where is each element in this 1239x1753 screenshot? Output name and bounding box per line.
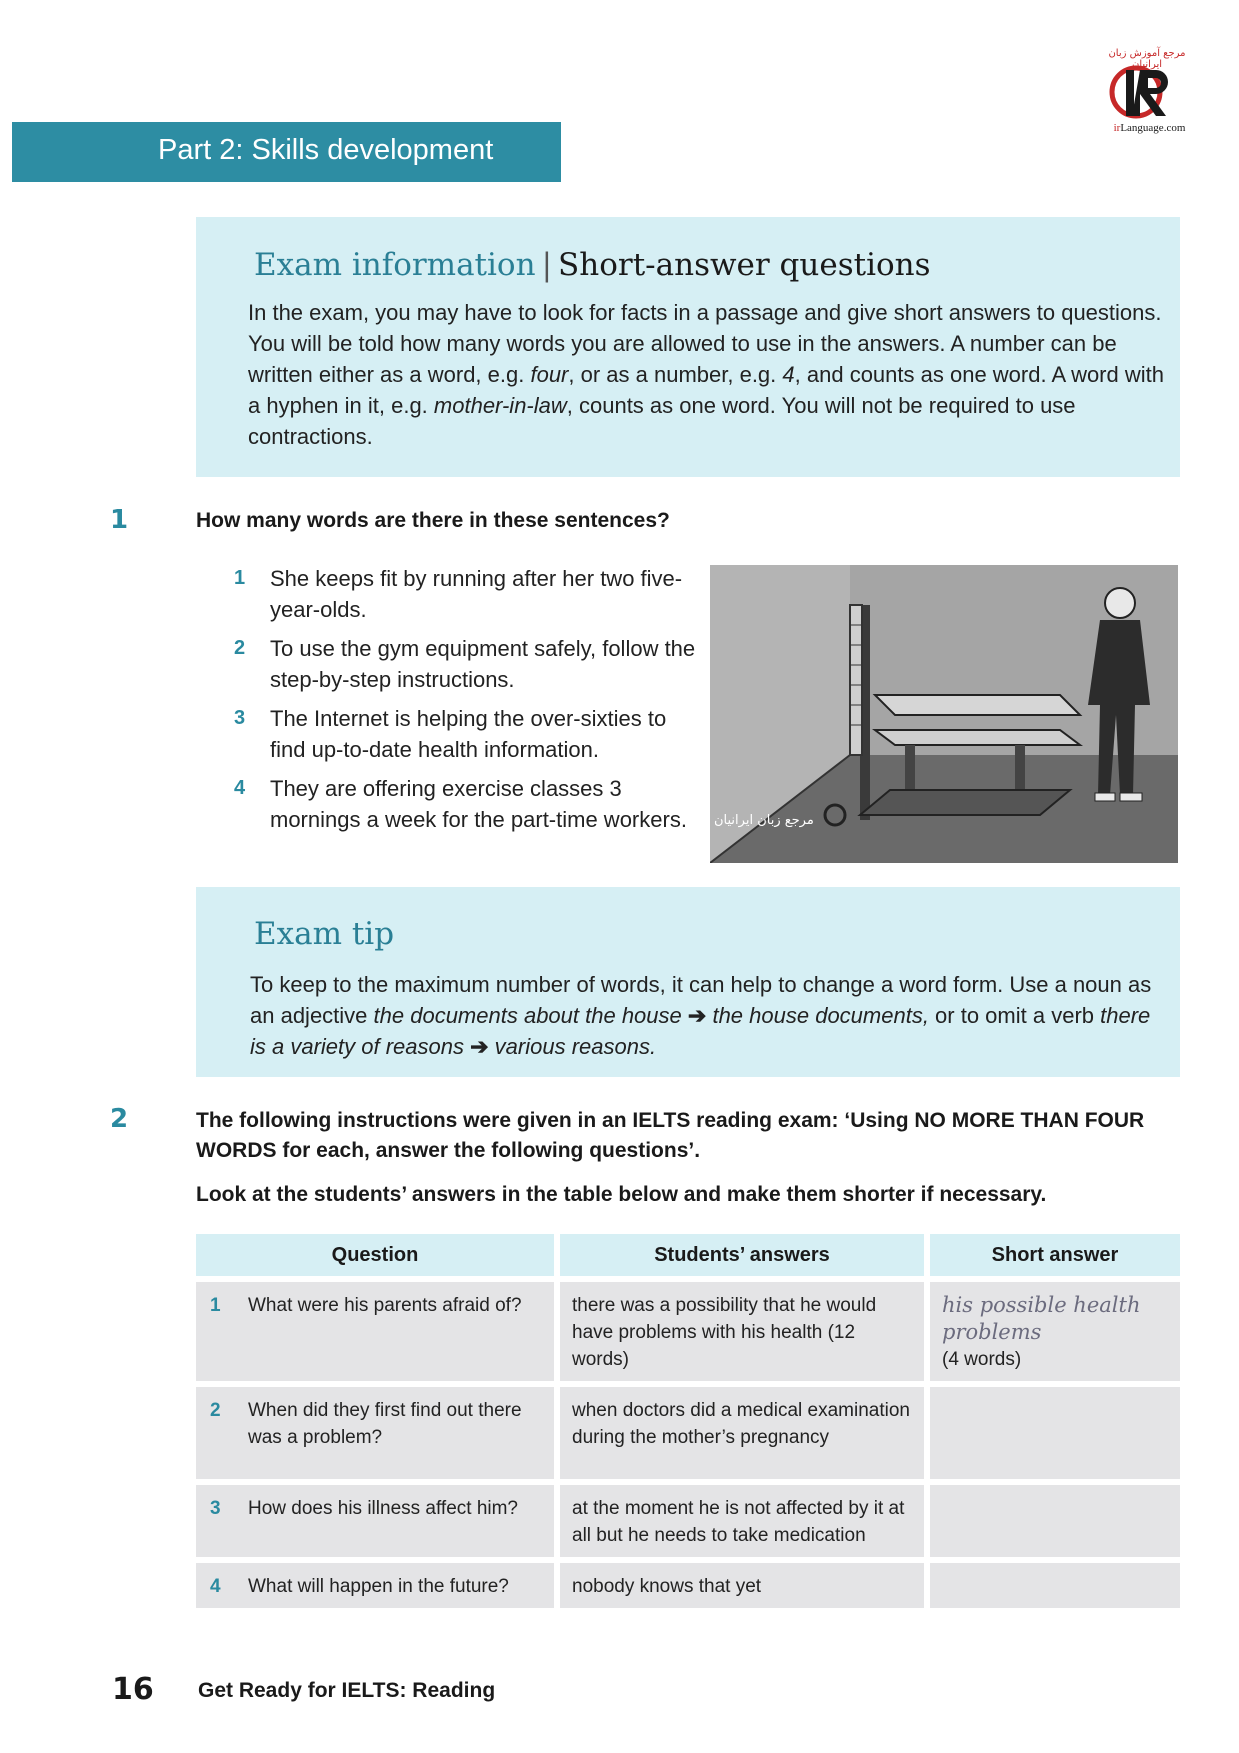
exercise-2-number: 2 bbox=[110, 1104, 129, 1134]
question-cell: 2 When did they first find out there was a problem? bbox=[196, 1387, 554, 1479]
table-row bbox=[196, 1282, 1180, 1381]
list-item: 2 To use the gym equipment safely, follow the step-by-step instructions. bbox=[234, 636, 696, 692]
sentence-list bbox=[232, 563, 702, 843]
exercise-1-number: 1 bbox=[110, 505, 129, 535]
word-count-note: (4 words) bbox=[942, 1349, 1022, 1370]
publisher-logo bbox=[1090, 38, 1202, 138]
section-banner-title: Part 2: Skills development bbox=[158, 134, 494, 166]
exercise-2-instruction: The following instructions were given in an IELTS reading exam: ‘Using NO MORE THAN FOUR WORDS for each, answer the following questions’. bbox=[196, 1109, 1145, 1162]
question-cell: 4 What will happen in the future? bbox=[196, 1563, 554, 1608]
exam-tip-body: To keep to the maximum number of words, it can help to change a word form. Use a noun as an adjective the documents about the house ➔ the house documents, or to omit a verb there is a variety of reasons ➔ various reasons. bbox=[250, 972, 1152, 1059]
table-header-row bbox=[196, 1234, 1180, 1276]
list-item: 3 The Internet is helping the over-sixties to find up-to-date health information. bbox=[234, 706, 667, 762]
student-answer-cell: nobody knows that yet bbox=[560, 1563, 924, 1608]
exam-tip-title: Exam tip bbox=[254, 916, 395, 952]
exam-information-box bbox=[196, 217, 1180, 477]
handwritten-answer: his possible health problems bbox=[942, 1293, 1141, 1344]
illustration-watermark: مرجع زبان ایرانیان bbox=[714, 813, 814, 828]
question-cell: 1 What were his parents afraid of? bbox=[196, 1282, 554, 1381]
answers-table bbox=[196, 1234, 1182, 1614]
student-answer-cell: when doctors did a medical examination during the mother’s pregnancy bbox=[560, 1387, 924, 1479]
list-item: 4 They are offering exercise classes 3 mornings a week for the part-time workers. bbox=[234, 776, 687, 832]
student-answer-cell: at the moment he is not affected by it at all but he needs to take medication bbox=[560, 1485, 924, 1557]
logo-site-name: irLanguage.com bbox=[1113, 122, 1186, 134]
column-header: Short answer bbox=[930, 1234, 1180, 1276]
list-item: 1 She keeps fit by running after her two five-year-olds. bbox=[234, 566, 683, 622]
exam-information-body: In the exam, you may have to look for facts in a passage and give short answers to questions. You will be told how many words you are allowed to use in the answers. A number can be written either as a word, e.g. four, or as a number, e.g. 4, and counts as one word. A word with a hyphen in it, e.g. mother-in-law, counts as one word. You will not be required to use contractions. bbox=[248, 300, 1164, 449]
exercise-1-question: How many words are there in these sentences? bbox=[196, 509, 670, 532]
page-number: 16 bbox=[112, 1672, 154, 1707]
short-answer-cell bbox=[930, 1282, 1180, 1381]
short-answer-cell bbox=[930, 1563, 1180, 1608]
exam-tip-box bbox=[196, 887, 1180, 1077]
gym-equipment-illustration bbox=[710, 565, 1178, 863]
column-header: Question bbox=[196, 1234, 554, 1276]
question-cell: 3 How does his illness affect him? bbox=[196, 1485, 554, 1557]
irlanguage-logo-icon bbox=[1108, 62, 1178, 126]
table-row bbox=[196, 1485, 1180, 1557]
exam-information-title: Exam information | Short-answer questions bbox=[254, 247, 931, 283]
table-row bbox=[196, 1563, 1180, 1608]
section-banner bbox=[12, 122, 561, 182]
exercise-2-task: Look at the students’ answers in the table below and make them shorter if necessary. bbox=[196, 1183, 1047, 1206]
arrow-icon: ➔ bbox=[687, 1003, 707, 1028]
column-header: Students’ answers bbox=[560, 1234, 924, 1276]
book-title: Get Ready for IELTS: Reading bbox=[198, 1679, 496, 1702]
logo-tagline: مرجع آموزش زبان ایرانیان bbox=[1108, 48, 1186, 70]
student-answer-cell: there was a possibility that he would have problems with his health (12 words) bbox=[560, 1282, 924, 1381]
short-answer-cell bbox=[930, 1387, 1180, 1479]
arrow-icon: ➔ bbox=[470, 1034, 489, 1059]
table-row bbox=[196, 1387, 1180, 1479]
short-answer-cell bbox=[930, 1485, 1180, 1557]
